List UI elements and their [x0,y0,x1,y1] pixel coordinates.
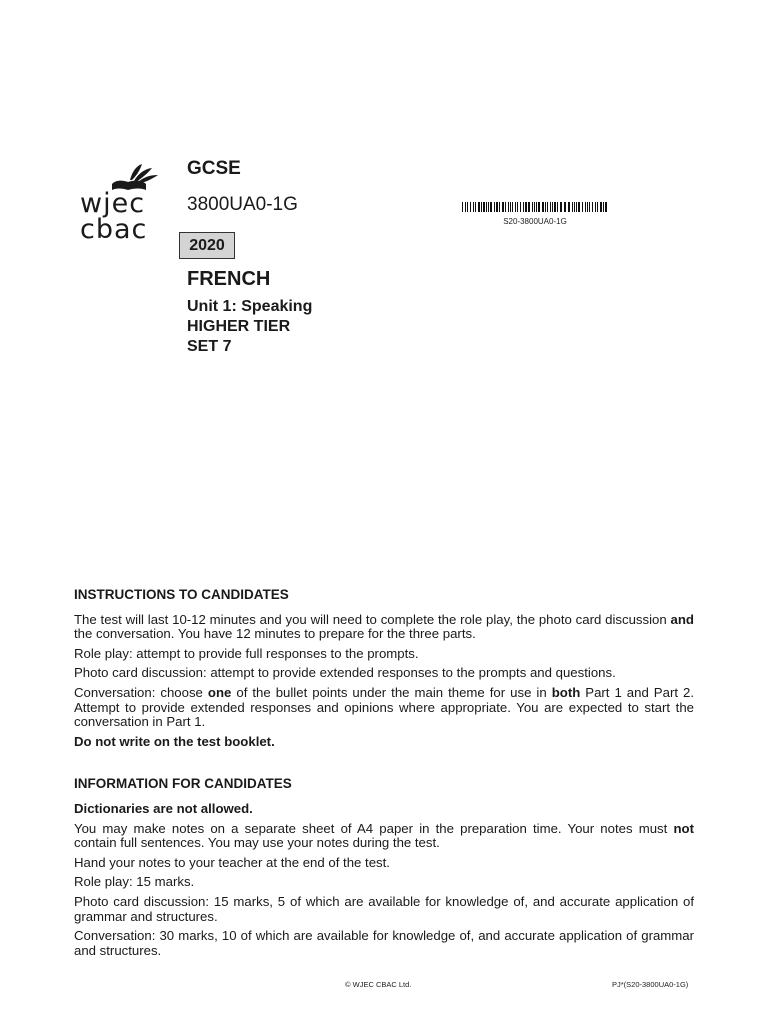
information-paragraph: You may make notes on a separate sheet of A4 paper in the preparation time. Your notes must not contain full sentences. You may use your notes during the test. [74,820,694,851]
instructions-paragraph: Photo card discussion: attempt to provide extended responses to the prompts and questions. [74,665,616,681]
barcode-bar [557,202,558,212]
barcode-bar [496,202,498,212]
barcode-bar [512,202,513,212]
barcode-bar [508,202,509,212]
barcode-bar [505,202,506,212]
barcode-bar [578,202,580,212]
barcode-bar [589,202,590,212]
instructions-paragraph: Role play: attempt to provide full responses to the prompts. [74,645,419,661]
tier-title: HIGHER TIER [187,318,291,335]
barcode-bar [515,202,516,212]
barcode-bar [605,202,607,212]
barcode-bar [523,202,524,212]
paper-code: 3800UA0-1G [187,194,298,215]
barcode-bar [547,202,548,212]
barcode-bar [564,202,566,212]
barcode-bar [600,202,602,212]
unit-title: Unit 1: Speaking [187,298,313,315]
barcode-bar [517,202,518,212]
set-title: SET 7 [187,338,232,355]
barcode-bar [560,202,562,212]
logo-wjec-text: wjec [80,188,146,219]
instructions-warning: Do not write on the test booklet. [74,733,275,749]
instructions-title: INSTRUCTIONS TO CANDIDATES [74,587,289,602]
barcode-bar [499,202,500,212]
barcode-bar [486,202,487,212]
barcode-bar [502,202,504,212]
barcode-bar [481,202,482,212]
barcode-bar [473,202,474,212]
instructions-paragraph: Conversation: choose one of the bullet points under the main theme for use in both Part 1 and Part 2. Attempt to provide extended responses and opinions where appropriate. You are expected to start the conversation in Part 1. [74,684,695,730]
barcode-bar [525,202,527,212]
barcode-bar [582,202,583,212]
barcode-bar [528,202,530,212]
year-badge: 2020 [179,232,235,259]
barcode-bar [462,202,463,212]
barcode-bar [494,202,495,212]
barcode-bar [574,202,575,212]
barcode-bar [597,202,598,212]
barcode-bar [536,202,537,212]
barcode-bar [592,202,593,212]
instructions-content [74,588,694,963]
barcode-bar [478,202,480,212]
information-title: INFORMATION FOR CANDIDATES [74,776,292,792]
barcode-bar [568,202,570,212]
barcode [462,199,608,226]
barcode-bar [576,202,577,212]
subject-block [187,268,312,357]
barcode-bar [554,202,556,212]
barcode-bar [572,202,573,212]
barcode-bar [603,202,604,212]
barcode-bar [467,202,468,212]
barcode-bar [465,202,466,212]
barcode-bar [483,202,485,212]
barcode-bar [538,202,540,212]
barcode-bar [542,202,544,212]
information-paragraph: Role play: 15 marks. [74,874,195,890]
information-paragraph: Dictionaries are not allowed. [74,800,253,816]
instructions-paragraph: The test will last 10-12 minutes and you will need to complete the role play, the photo card discussion and the conversation. You have 12 minutes to prepare for the three parts. [74,611,694,642]
barcode-bar [490,202,492,212]
barcode-bar [545,202,546,212]
footer-code: PJ*(S20-3800UA0-1G) [612,980,689,989]
barcode-bar [510,202,511,212]
barcode-bar [595,202,596,212]
barcode-bar [587,202,588,212]
barcode-bar [475,202,476,212]
barcode-bar [520,202,521,212]
barcode-bar [534,202,535,212]
subject-title: FRENCH [187,268,271,290]
information-paragraph: Photo card discussion: 15 marks, 5 of which are available for knowledge of, and accurate application of grammar and structures. [74,893,694,924]
wjec-cbac-logo [80,162,162,244]
barcode-bar [488,202,489,212]
information-paragraph: Conversation: 30 marks, 10 of which are available for knowledge of, and accurate application of grammar and structures. [74,928,694,958]
footer-copyright: © WJEC CBAC Ltd. [345,980,412,989]
barcode-bar [550,202,551,212]
qualification-title: GCSE [187,158,241,179]
barcode-bars [462,202,608,212]
barcode-bar [470,202,471,212]
barcode-bar [552,202,553,212]
information-paragraph: Hand your notes to your teacher at the end of the test. [74,854,390,870]
logo-cbac-text: cbac [80,214,148,245]
barcode-bar [532,202,533,212]
header-block [187,158,298,228]
barcode-bar [585,202,586,212]
barcode-text: S20-3800UA0-1G [503,217,567,226]
